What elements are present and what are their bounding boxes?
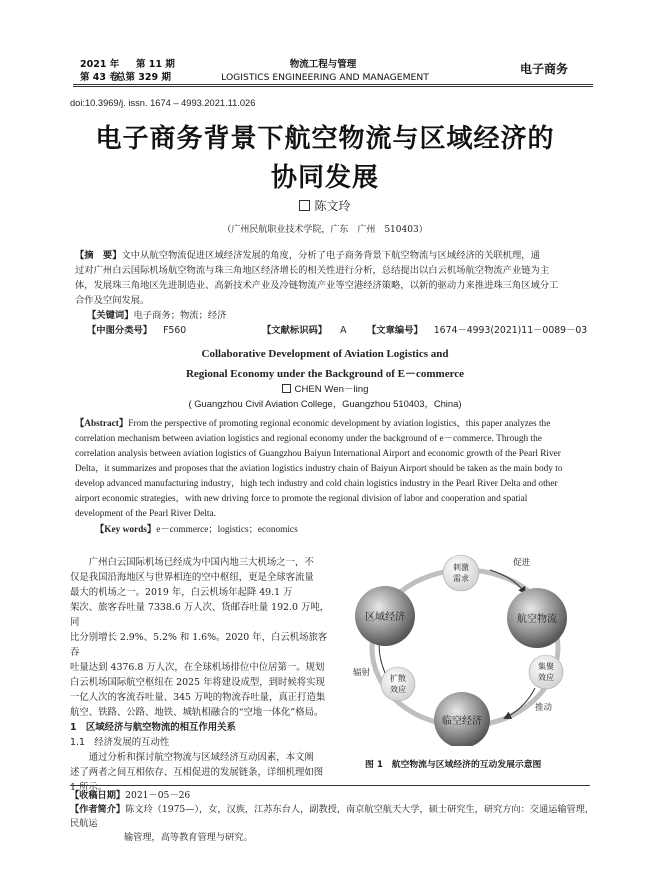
airport-economy-node bbox=[434, 692, 490, 746]
doc-label: 【文献标识码】 bbox=[262, 325, 328, 336]
header-year: 2021 年 bbox=[80, 59, 120, 70]
doc-value: A bbox=[340, 325, 347, 336]
body-line: 吐量达到 4376.8 万人次，在全球机场排位中位居第一。规划 bbox=[70, 662, 325, 673]
paper-title-line2: 协同发展 bbox=[270, 163, 379, 193]
body-line: 仅是我国沿海地区与世界相连的空中枢纽，更是全球客流量 bbox=[70, 572, 314, 583]
abstract-cn-line: 体，发展珠三角地区先进制造业、高新技术产业及冷链物流产业等空港经济策略，以新的驱动力来推进珠三角区域分工 bbox=[75, 280, 559, 291]
interaction-diagram bbox=[340, 548, 590, 746]
spread-label-2: 效应 bbox=[390, 685, 406, 694]
keywords-en bbox=[95, 523, 298, 538]
english-affiliation: ( Guangzhou Civil Aviation College，Guangzhou 510403，China) bbox=[188, 398, 462, 409]
journal-title-cn: 物流工程与管理 bbox=[289, 59, 357, 70]
abstract-en-line: From the perspective of promoting regional economic development by aviation logistics，this paper analyzes the bbox=[128, 419, 551, 429]
stimulate-demand-node bbox=[443, 555, 479, 591]
abstract-en-line: airport economic strategies，with new driving force to promote the regional division of labor and cooperation and spatial bbox=[75, 494, 528, 504]
header-rule-2 bbox=[73, 86, 593, 87]
airport-economy-label: 临空经济 bbox=[442, 716, 482, 727]
author-name: 陈文玲 bbox=[314, 199, 351, 213]
abstract-cn bbox=[75, 248, 580, 308]
abstract-cn-line: 文中从航空物流促进区域经济发展的角度，分析了电子商务背景下航空物流与区域经济的关联机理，通 bbox=[121, 250, 540, 261]
checkbox-square-icon bbox=[299, 200, 310, 211]
abstract-cn-label: 【摘 要】 bbox=[75, 250, 122, 261]
doc-code bbox=[262, 323, 346, 338]
affiliation: （广州民航职业技术学院，广东 广州 510403） bbox=[222, 225, 428, 235]
author-bio-line: 输管理，高等教育管理与研究。 bbox=[124, 832, 253, 843]
body-line: 最大的机场之一。2019 年，白云机场年起降 49.1 万 bbox=[70, 587, 293, 598]
clc-value: F560 bbox=[163, 325, 187, 336]
author-line bbox=[0, 197, 650, 214]
spread-label-1: 扩散 bbox=[390, 674, 406, 683]
paper-title-line1: 电子商务背景下航空物流与区域经济的 bbox=[95, 124, 555, 154]
classification bbox=[87, 323, 186, 338]
body-line: 架次、旅客吞吐量 7338.6 万人次、货邮吞吐量 192.0 万吨，同 bbox=[70, 602, 330, 628]
footnote bbox=[70, 789, 595, 845]
header-issue: 第 11 期 bbox=[136, 59, 175, 70]
gather-label-1: 集聚 bbox=[538, 662, 554, 671]
abstract-en-line: correlation mechanism between aviation logistics and regional economy under the background of e－commerce. Through the bbox=[75, 434, 542, 444]
english-author: CHEN Wen－ling bbox=[294, 384, 369, 395]
article-number bbox=[367, 323, 587, 338]
received-date: 2021－05－26 bbox=[125, 790, 191, 801]
keywords-en-text: e－commerce；logistics；economics bbox=[156, 525, 298, 535]
stimulate-label-2: 需求 bbox=[453, 574, 469, 583]
body-line: 比分别增长 2.9%、5.2% 和 1.6%。2020 年，白云机场旅客吞 bbox=[70, 632, 328, 658]
english-title-line1: Collaborative Development of Aviation Logistics and bbox=[201, 348, 449, 360]
abstract-en-label: 【Abstract】 bbox=[75, 419, 129, 429]
figure-caption: 图 1 航空物流与区域经济的互动发展示意图 bbox=[365, 760, 542, 770]
journal-title-en: LOGISTICS ENGINEERING AND MANAGEMENT bbox=[221, 72, 429, 83]
body-line: 1 所示。 bbox=[70, 782, 108, 793]
author-bio-line: 陈文玲（1975—），女，汉族，江苏东台人，副教授，南京航空航天大学，硕士研究生，研究方向：交通运输管理，民航运 bbox=[70, 804, 595, 829]
abstract-cn-line: 过对广州白云国际机场航空物流与珠三角地区经济增长的相关性进行分析，总结提出以白云机场航空物流产业链为主 bbox=[75, 265, 550, 276]
body-line: 航空、铁路、公路、地铁、城轨相融合的“空地一体化”格局。 bbox=[70, 707, 324, 718]
aviation-logistics-label: 航空物流 bbox=[517, 614, 557, 625]
english-author-line bbox=[0, 381, 650, 395]
abstract-cn-line: 合作及空间发展。 bbox=[75, 295, 150, 306]
aviation-logistics-node bbox=[507, 588, 567, 648]
clc-label: 【中图分类号】 bbox=[87, 325, 153, 336]
gather-label-2: 效应 bbox=[538, 673, 554, 682]
promote-label: 促进 bbox=[513, 558, 531, 568]
spreading-effect-node bbox=[381, 667, 415, 701]
body-line: 广州白云国际机场已经成为中国内地三大机场之一，不 bbox=[70, 557, 314, 568]
body-line: 通过分析和探讨航空物流与区域经济互动因素，本文阐 bbox=[70, 752, 314, 763]
doi: doi:10.3969/j. issn. 1674 – 4993.2021.11.026 bbox=[70, 98, 256, 108]
section-heading-1-1: 1.1 经济发展的互动性 bbox=[70, 737, 170, 748]
header-volume: 第 43 卷 bbox=[80, 72, 119, 83]
received-label: 【收稿日期】 bbox=[70, 790, 126, 801]
keywords-en-label: 【Key words】 bbox=[95, 525, 157, 535]
keywords-cn-label: 【关键词】 bbox=[87, 310, 134, 321]
abstract-en-line: Delta，it summarizes and proposes that the aviation logistics industry chain of Baiyun Airport should be taken as the main body to bbox=[75, 464, 563, 474]
abstract-en-line: development of the Pearl River Delta. bbox=[75, 509, 216, 519]
header-total: 总第 329 期 bbox=[116, 72, 171, 83]
english-title-line2: Regional Economy under the Background of E－commerce bbox=[185, 368, 465, 380]
abstract-en bbox=[75, 417, 580, 522]
art-label: 【文章编号】 bbox=[367, 325, 423, 336]
section-heading-1: 1 区域经济与航空物流的相互作用关系 bbox=[70, 722, 236, 733]
keywords-cn-text: 电子商务；物流；经济 bbox=[133, 310, 227, 321]
abstract-en-line: develop advanced manufacturing industry，high tech industry and cold chain logistics industry in the Pearl River Delta and other bbox=[75, 479, 558, 489]
stimulate-label-1: 刺激 bbox=[453, 563, 469, 572]
body-column-left bbox=[70, 555, 332, 795]
checkbox-square-icon bbox=[282, 384, 291, 393]
body-line: 白云机场国际航空枢纽在 2025 年将建设成型，到时候将实现 bbox=[70, 677, 325, 688]
author-bio-label: 【作者简介】 bbox=[70, 804, 126, 815]
section-tag: 电子商务 bbox=[520, 62, 569, 76]
push-label: 推动 bbox=[535, 703, 553, 713]
header-rule bbox=[73, 84, 593, 85]
regional-economy-label: 区域经济 bbox=[365, 612, 405, 623]
radiate-label: 辐射 bbox=[353, 668, 371, 678]
regional-economy-node bbox=[355, 586, 415, 646]
keywords-cn bbox=[87, 308, 226, 323]
body-line: 一亿人次的客流吞吐量、345 万吨的物流吞吐量，真正打造集 bbox=[70, 692, 326, 703]
footnote-rule bbox=[70, 785, 590, 786]
art-value: 1674－4993(2021)11－0089－03 bbox=[433, 325, 588, 336]
gathering-effect-node bbox=[529, 655, 563, 689]
body-line: 述了两者之间互相依存、互相促进的发展链条，详细机理如图 bbox=[70, 767, 324, 778]
abstract-en-line: correlation analysis between aviation logistics of Guangzhou Baiyun International Airport and economic growth of the Pearl River bbox=[75, 449, 561, 459]
